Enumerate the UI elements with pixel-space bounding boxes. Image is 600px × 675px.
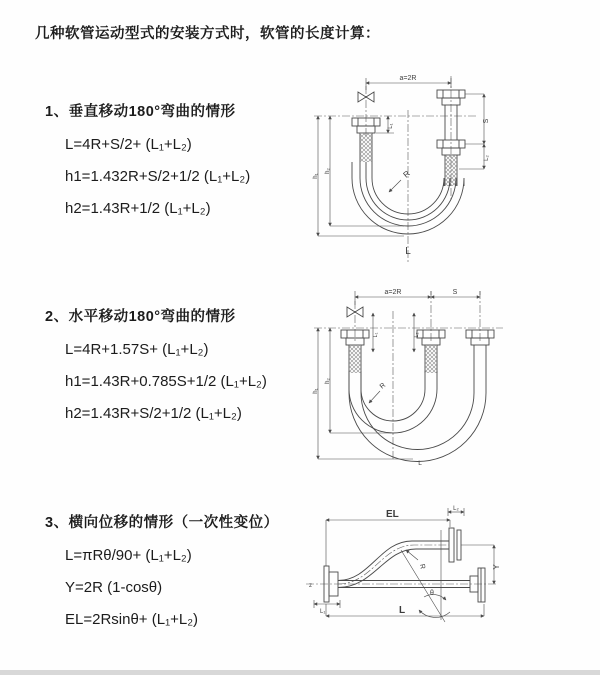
length-label: L [418, 460, 422, 467]
formula-h2: h2=1.43R+S/2+1/2 (L₁+L₂) [65, 405, 242, 422]
formula-h1: h1=1.43R+0.785S+1/2 (L₁+L₂) [65, 373, 267, 390]
section-2-heading: 2、水平移动180°弯曲的情形 [45, 309, 236, 325]
formula-y: Y=2R (1-cosθ) [65, 579, 163, 596]
dim-label-a2r: a=2R [399, 75, 417, 82]
bottom-right-flange [470, 568, 485, 602]
formula-length: L=4R+S/2+ (L₁+L₂) [65, 136, 192, 153]
braided-hose-section [360, 133, 372, 162]
section-3-heading: 3、横向位移的情形（一次性变位） [45, 515, 279, 531]
top-right-flange-displaced [449, 528, 461, 562]
braided-hose-section [349, 345, 361, 373]
bend-radius-label: R [378, 381, 388, 391]
section-lateral-displacement [45, 512, 279, 636]
angle-theta-label: θ [430, 590, 434, 597]
dim-label-h1: h₁ [313, 388, 319, 394]
u-bend-hose-arcs [349, 351, 486, 462]
bend-radius-label: R [418, 563, 426, 570]
dim-label-h1: h₁ [313, 173, 319, 179]
angle-construction-lines [398, 530, 450, 622]
diagram-lateral-displacement [298, 500, 598, 648]
dim-label-el: EL [386, 509, 399, 520]
formula-h1: h1=1.432R+S/2+1/2 (L₁+L₂) [65, 168, 251, 185]
diagram-vertical-movement [308, 66, 598, 266]
dimension-lines [318, 78, 484, 236]
bend-radius-label: R [401, 168, 412, 180]
page-bottom-edge [0, 670, 600, 675]
dim-label-a2r: a=2R [384, 289, 402, 296]
dim-label-h2: h₂ [325, 378, 331, 384]
pipe-break-mark: z [309, 583, 312, 589]
braided-hose-section [425, 345, 437, 373]
dim-label-s: S [483, 118, 490, 124]
formula-length: L=πRθ/90+ (L₁+L₂) [65, 547, 192, 564]
formula-el: EL=2Rsinθ+ (L₁+L₂) [65, 611, 199, 628]
braided-hose-section [445, 155, 457, 186]
centerlines [306, 545, 498, 584]
diagram-horizontal-movement [308, 281, 598, 467]
section-horizontal-movement [45, 306, 267, 430]
dim-label-l1: L₁ [320, 609, 326, 615]
dim-label-h2: h₂ [325, 168, 331, 174]
formula-length: L=4R+1.57S+ (L₁+L₂) [65, 341, 209, 358]
dim-label-y: Y [492, 564, 501, 570]
centerlines [314, 291, 503, 459]
dim-label-l2: L₂ [414, 332, 420, 338]
page-title: 几种软管运动型式的安装方式时，软管的长度计算： [35, 26, 380, 42]
dim-label-l2: L₂ [453, 506, 459, 512]
dimension-lines [318, 291, 480, 459]
dim-label-l1: L₁ [373, 332, 379, 338]
dim-label-l: L [398, 605, 406, 616]
formula-h2: h2=1.43R+1/2 (L₁+L₂) [65, 200, 211, 217]
section-vertical-movement [45, 101, 250, 225]
dimension-lines [314, 508, 494, 616]
dim-label-l2: L₂ [484, 155, 490, 161]
dim-label-l1: L₁ [388, 123, 394, 129]
dim-label-s: S [452, 289, 458, 296]
section-1-heading: 1、垂直移动180°弯曲的情形 [45, 104, 236, 120]
length-label: L [405, 246, 411, 257]
